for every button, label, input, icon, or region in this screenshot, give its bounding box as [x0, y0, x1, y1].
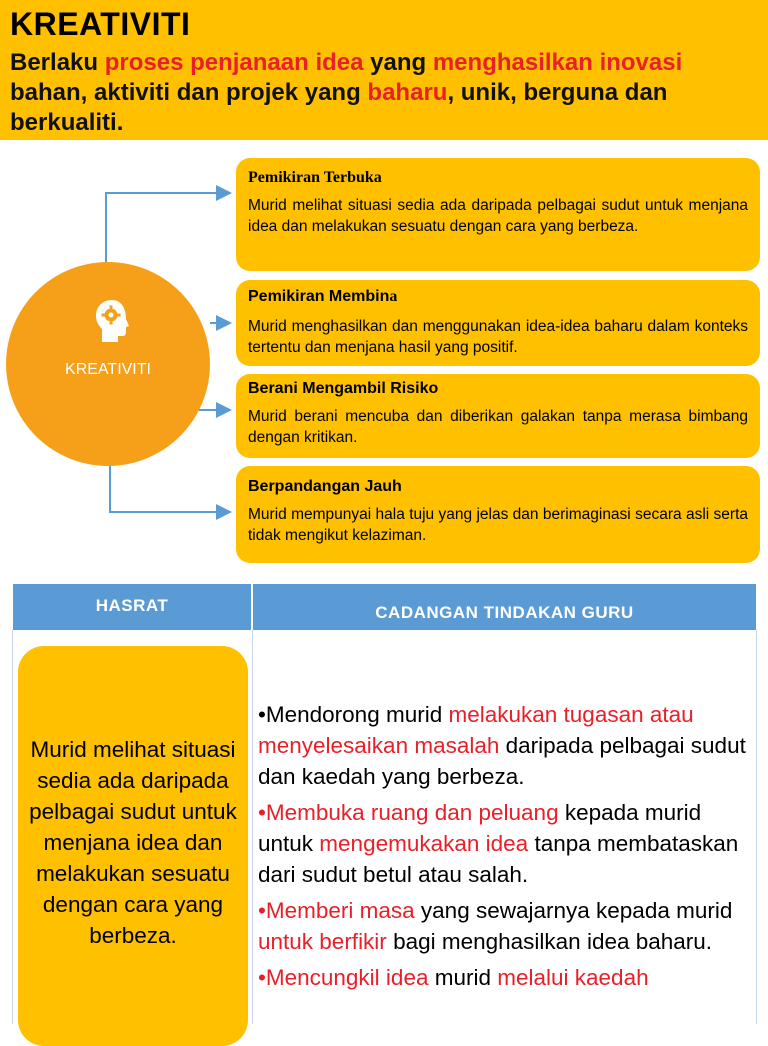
- box-body: Murid berani mencuba dan diberikan galakan tanpa merasa bimbang dengan kritikan.: [248, 408, 748, 446]
- item-text: bagi menghasilkan idea baharu.: [386, 929, 713, 954]
- list-item: [258, 895, 748, 957]
- item-highlight: •Membuka ruang dan peluang: [258, 800, 559, 825]
- box-title-text: Pemikiran Membin: [248, 288, 390, 305]
- box-pemikiran-membina: [236, 280, 760, 366]
- box-pemikiran-terbuka: [236, 158, 760, 271]
- box-title: Berpandangan Jauh: [248, 478, 402, 495]
- desc-text: yang: [363, 49, 433, 76]
- box-berpandangan-jauh: [236, 466, 760, 563]
- item-text: yang sewajarnya kepada murid: [414, 898, 733, 923]
- table-border-left: [12, 630, 13, 1024]
- item-highlight: •Memberi masa: [258, 898, 415, 923]
- item-text: tanpa membataskan dari sudut betul atau salah.: [258, 831, 739, 887]
- table-header-tindakan: [253, 584, 756, 630]
- item-highlight: mengemukakan idea: [319, 831, 529, 856]
- item-text: murid: [428, 965, 498, 990]
- table-border-right: [756, 630, 757, 1024]
- box-body: Murid mempunyai hala tuju yang jelas dan berimaginasi secara asli serta tidak mengikut kelaziman.: [248, 506, 748, 544]
- box-title: [248, 288, 748, 306]
- item-text: kepada murid untuk: [258, 800, 702, 856]
- item-highlight: melalui kaedah: [497, 965, 649, 990]
- page-title: KREATIVITI: [10, 6, 191, 42]
- circle-label: KREATIVITI: [65, 361, 151, 378]
- header-label: HASRAT: [95, 596, 169, 615]
- list-item: [258, 699, 748, 792]
- item-highlight: untuk berfikir: [258, 929, 387, 954]
- cadangan-tindakan-list: [258, 699, 748, 998]
- table-header-hasrat: [13, 584, 251, 630]
- box-berani-mengambil-risiko: [236, 374, 760, 458]
- item-text: daripada pelbagai sudut dan kaedah yang berbeza.: [258, 733, 746, 789]
- box-title: Pemikiran Terbuka: [248, 169, 382, 186]
- list-item: [258, 797, 748, 890]
- item-text: •Mendorong murid: [258, 702, 449, 727]
- desc-highlight: baharu: [367, 79, 448, 106]
- table-border-middle: [252, 630, 253, 1024]
- desc-highlight: menghasilkan inovasi: [432, 49, 683, 76]
- item-highlight: •Mencungkil idea: [258, 965, 429, 990]
- kreativiti-circle: [6, 262, 210, 466]
- desc-text: Berlaku: [10, 49, 105, 76]
- box-body: Murid melihat situasi sedia ada daripada pelbagai sudut untuk menjana idea dan melakukan sesuatu dengan cara yang berbeza.: [248, 197, 748, 235]
- head-gear-icon: [94, 298, 130, 344]
- hasrat-text: Murid melihat situasi sedia ada daripada pelbagai sudut untuk menjana idea dan melakukan sesuatu dengan cara yang berbeza.: [29, 737, 237, 948]
- connector-1: [106, 193, 230, 262]
- box-title: Berani Mengambil Risiko: [248, 380, 439, 397]
- desc-highlight: proses penjanaan idea: [104, 49, 364, 76]
- desc-text: , unik, berguna dan berkualiti.: [10, 79, 668, 136]
- desc-text: bahan, aktiviti dan projek yang: [10, 79, 368, 106]
- header-label: CADANGAN TINDAKAN GURU: [375, 603, 634, 622]
- box-title-tail: a: [389, 288, 398, 305]
- item-highlight: melakukan tugasan atau menyelesaikan masalah: [258, 702, 694, 758]
- list-item: [258, 962, 748, 993]
- box-body: Murid menghasilkan dan menggunakan idea-idea baharu dalam konteks tertentu dan menjana hasil yang positif.: [248, 318, 748, 356]
